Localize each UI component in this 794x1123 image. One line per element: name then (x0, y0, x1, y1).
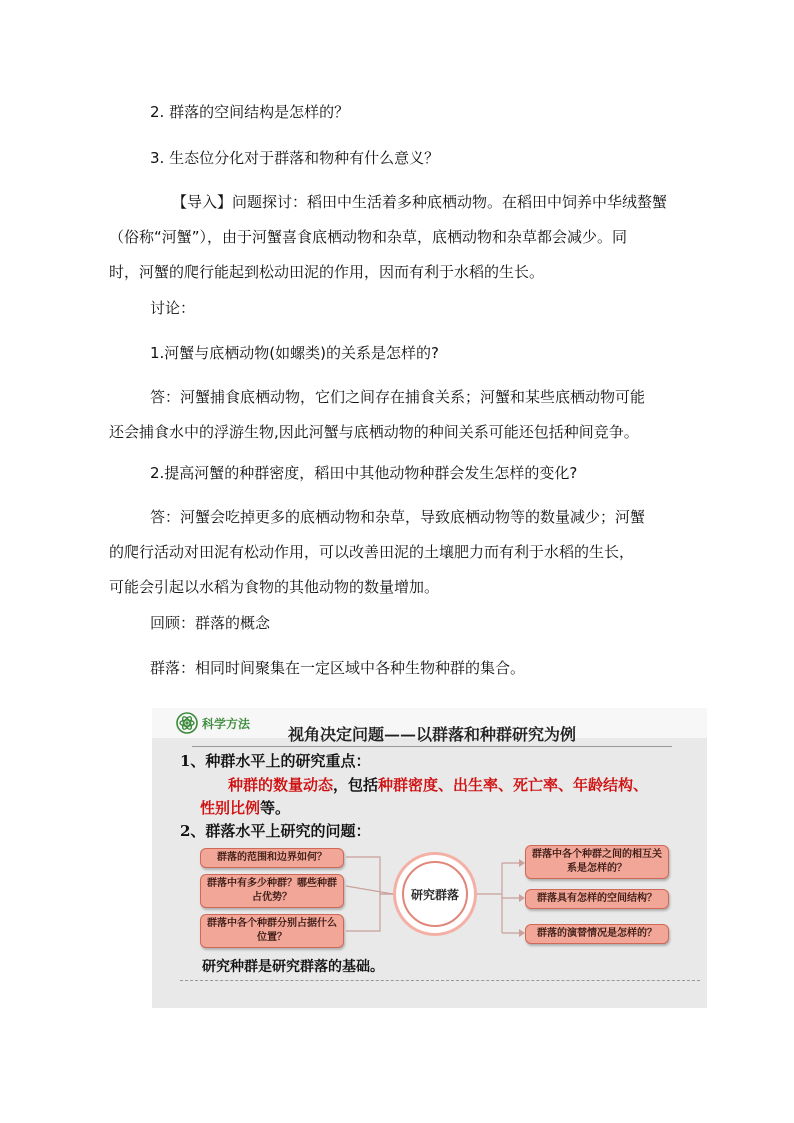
discussion-answer-1 (109, 380, 690, 450)
figure-footer: 研究种群是研究群落的基础。 (202, 959, 384, 975)
discussion-label: 讨论： (150, 299, 196, 317)
left-item-1: 群落的范围和边界如何？ (200, 848, 344, 868)
question-3: 3. 生态位分化对于群落和物种有什么意义？ (150, 149, 440, 167)
community-definition: 群落：相同时间聚集在一定区域中各种生物种群的集合。 (150, 659, 526, 677)
center-node (393, 852, 477, 936)
intro-line-1: 【导入】问题探讨：稻田中生活着多种底栖动物。在稻田中饲养中华绒螯蟹 (172, 193, 668, 211)
science-method-figure (152, 708, 707, 1008)
intro-line-2: （俗称“河蟹”），由于河蟹喜食底栖动物和杂草，底栖动物和杂草都会减少。同 (109, 228, 628, 246)
answer-2-line-3: 可能会引起以水稻为食物的其他动物的数量增加。 (109, 578, 440, 596)
answer-1-line-1: 答：河蟹捕食底栖动物，它们之间存在捕食关系；河蟹和某些底栖动物可能 (150, 388, 646, 406)
right-item-2: 群落具有怎样的空间结构？ (525, 889, 669, 909)
red-text-1: 种群的数量动态 (228, 776, 334, 794)
detail-end: 等。 (260, 799, 291, 817)
left-item-3: 群落中各个种群分别占据什么位置？ (200, 914, 344, 948)
right-item-3: 群落的演替情况是怎样的？ (525, 924, 669, 944)
red-text-3: 性别比例 (200, 799, 261, 817)
intro-line-3: 时，河蟹的爬行能起到松动田泥的作用，因而有利于水稻的生长。 (109, 263, 545, 281)
figure-title: 视角决定问题——以群落和种群研究为例 (287, 725, 576, 744)
detail-sep: ，包括 (333, 776, 379, 794)
right-item-1: 群落中各个种群之间的相互关系是怎样的？ (525, 845, 669, 879)
question-2: 2. 群落的空间结构是怎样的？ (150, 103, 350, 121)
red-text-2: 种群密度、出生率、死亡率、年龄结构、 (378, 776, 649, 794)
figure-dashed-rule (180, 980, 700, 981)
discussion-question-2: 2.提高河蟹的种群密度，稻田中其他动物种群会发生怎样的变化? (150, 464, 578, 482)
discussion-question-1: 1.河蟹与底栖动物(如螺类)的关系是怎样的? (150, 344, 439, 362)
answer-2-line-2: 的爬行活动对田泥有松动作用，可以改善田泥的土壤肥力而有利于水稻的生长， (109, 543, 635, 561)
figure-badge: 科学方法 (202, 717, 251, 731)
center-label: 研究群落 (402, 861, 468, 927)
intro-paragraph (109, 185, 690, 290)
answer-2-line-1: 答：河蟹会吃掉更多的底栖动物和杂草，导致底栖动物等的数量减少；河蟹 (150, 508, 646, 526)
answer-1-line-2: 还会捕食水中的浮游生物,因此河蟹与底栖动物的种间关系可能还包括种间竞争。 (109, 423, 639, 441)
review-line: 回顾：群落的概念 (150, 614, 271, 632)
discussion-answer-2 (109, 500, 690, 605)
point-2-heading: 2、群落水平上研究的问题： (180, 822, 371, 840)
point-1-heading: 1、种群水平上的研究重点： (180, 752, 371, 770)
left-item-2: 群落中有多少种群？哪些种群占优势？ (200, 874, 344, 908)
